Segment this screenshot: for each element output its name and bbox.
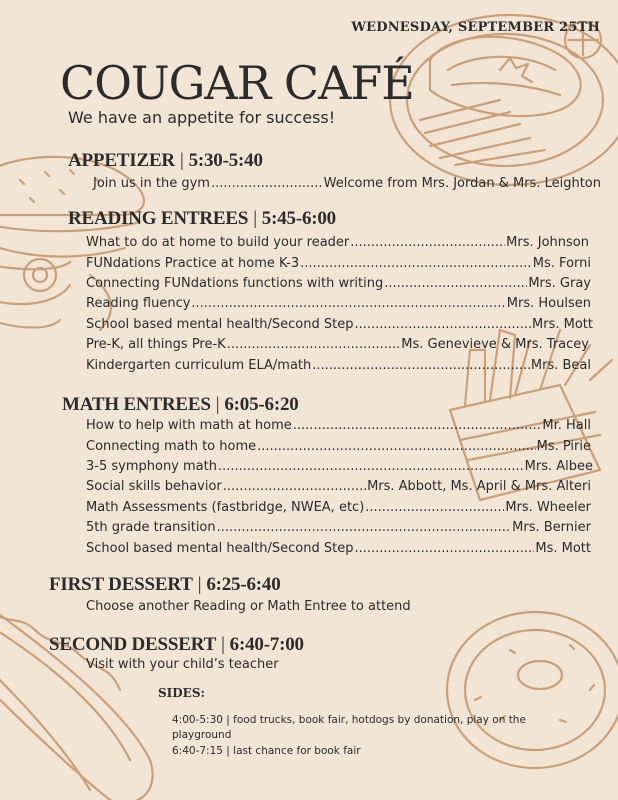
reading-entrees-title: READING ENTREES: [68, 208, 249, 229]
item-text: Pre-K, all things Pre-K: [86, 337, 226, 352]
item-text: What to do at home to build your reader: [86, 235, 350, 250]
item-text: 3-5 symphony math: [86, 459, 217, 474]
dot-leader: [191, 296, 505, 311]
item-text: How to help with math at home: [86, 418, 292, 433]
list-item: [86, 500, 591, 515]
sides-line: 4:00-5:30 | food trucks, book fair, hotdogs by donation, play on the: [172, 714, 526, 726]
item-text: 5th grade transition: [86, 520, 216, 535]
dot-leader: [384, 276, 527, 291]
dot-leader: [312, 358, 530, 373]
dot-leader: [223, 479, 366, 494]
item-text: School based mental health/Second Step: [86, 541, 354, 556]
item-presenter: Mrs. Bernier: [512, 520, 591, 535]
item-presenter: Mrs. Mott: [532, 317, 593, 332]
item-presenter: Mrs. Beal: [530, 358, 591, 373]
dot-leader: [365, 500, 504, 515]
list-item: [86, 418, 591, 433]
item-presenter: Mrs. Abbott, Ms. April & Mrs. Alteri: [367, 479, 591, 494]
first-dessert-title: FIRST DESSERT: [49, 574, 193, 595]
item-text: Social skills behavior: [86, 479, 222, 494]
item-presenter: Welcome from Mrs. Jordan & Mrs. Leighton: [323, 176, 601, 191]
second-dessert-text: Visit with your child’s teacher: [86, 657, 279, 672]
second-dessert-heading: [49, 634, 304, 656]
item-presenter: Ms. Forni: [532, 256, 591, 271]
item-presenter: Mrs. Johnson: [506, 235, 589, 250]
dot-leader: [300, 256, 532, 271]
list-item: [86, 296, 591, 311]
list-item: [86, 337, 589, 352]
math-entrees-time: 6:05-6:20: [224, 394, 299, 415]
item-presenter: Ms. Mott: [535, 541, 591, 556]
item-text: FUNdations Practice at home K-3: [86, 256, 300, 271]
list-item: [86, 276, 591, 291]
item-text: Join us in the gym: [93, 176, 210, 191]
math-entrees-title: MATH ENTREES: [62, 394, 211, 415]
item-presenter: Ms. Pirie: [536, 439, 591, 454]
list-item: [86, 439, 591, 454]
dot-leader: [257, 439, 536, 454]
dot-leader: [354, 317, 531, 332]
sides-heading: SIDES:: [158, 686, 205, 700]
appetizer-item: [93, 176, 601, 191]
math-entrees-heading: [62, 394, 299, 416]
appetizer-time: 5:30-5:40: [188, 150, 263, 171]
item-presenter: Mrs. Albee: [524, 459, 593, 474]
hotdog-icon: [0, 600, 153, 800]
tagline: We have an appetite for success!: [68, 108, 336, 127]
item-text: Kindergarten curriculum ELA/math: [86, 358, 312, 373]
item-presenter: Mr. Hall: [542, 418, 591, 433]
item-text: Math Assessments (fastbridge, NWEA, etc): [86, 500, 365, 515]
item-text: Reading fluency: [86, 296, 191, 311]
item-text: School based mental health/Second Step: [86, 317, 354, 332]
page-title: COUGAR CAFÉ: [60, 56, 414, 110]
dot-leader: [227, 337, 401, 352]
first-dessert-heading: [49, 574, 281, 596]
list-item: [86, 256, 591, 271]
appetizer-title: APPETIZER: [68, 150, 175, 171]
second-dessert-time: 6:40-7:00: [229, 634, 304, 655]
separator: |: [197, 574, 202, 595]
separator: |: [215, 394, 220, 415]
fish-and-chips-icon: [390, 15, 618, 185]
dot-leader: [354, 541, 534, 556]
separator: |: [179, 150, 184, 171]
list-item: [86, 541, 591, 556]
item-presenter: Mrs. Houlsen: [506, 296, 591, 311]
dot-leader: [211, 176, 323, 191]
separator: |: [253, 208, 257, 229]
dot-leader: [293, 418, 542, 433]
dot-leader: [350, 235, 505, 250]
list-item: [86, 479, 591, 494]
reading-entrees-time: 5:45-6:00: [261, 208, 336, 229]
dot-leader: [218, 459, 524, 474]
appetizer-heading: [68, 150, 263, 172]
list-item: [86, 358, 591, 373]
event-date: WEDNESDAY, SEPTEMBER 25TH: [351, 20, 600, 35]
donut-icon: [447, 612, 618, 768]
first-dessert-text: Choose another Reading or Math Entree to attend: [86, 599, 411, 614]
first-dessert-time: 6:25-6:40: [206, 574, 281, 595]
item-text: Connecting math to home: [86, 439, 257, 454]
separator: |: [221, 634, 225, 655]
sides-line: playground: [172, 729, 232, 741]
sides-line: 6:40-7:15 | last chance for book fair: [172, 745, 361, 757]
list-item: [86, 235, 589, 250]
reading-entrees-heading: [68, 208, 336, 230]
item-presenter: Mrs. Wheeler: [505, 500, 591, 515]
dot-leader: [217, 520, 512, 535]
list-item: [86, 317, 593, 332]
list-item: [86, 520, 591, 535]
item-presenter: Ms. Genevieve & Mrs. Tracey: [401, 337, 589, 352]
french-fries-icon: [450, 330, 612, 500]
item-text: Connecting FUNdations functions with writing: [86, 276, 384, 291]
second-dessert-title: SECOND DESSERT: [49, 634, 217, 655]
list-item: [86, 459, 593, 474]
item-presenter: Mrs. Gray: [528, 276, 591, 291]
